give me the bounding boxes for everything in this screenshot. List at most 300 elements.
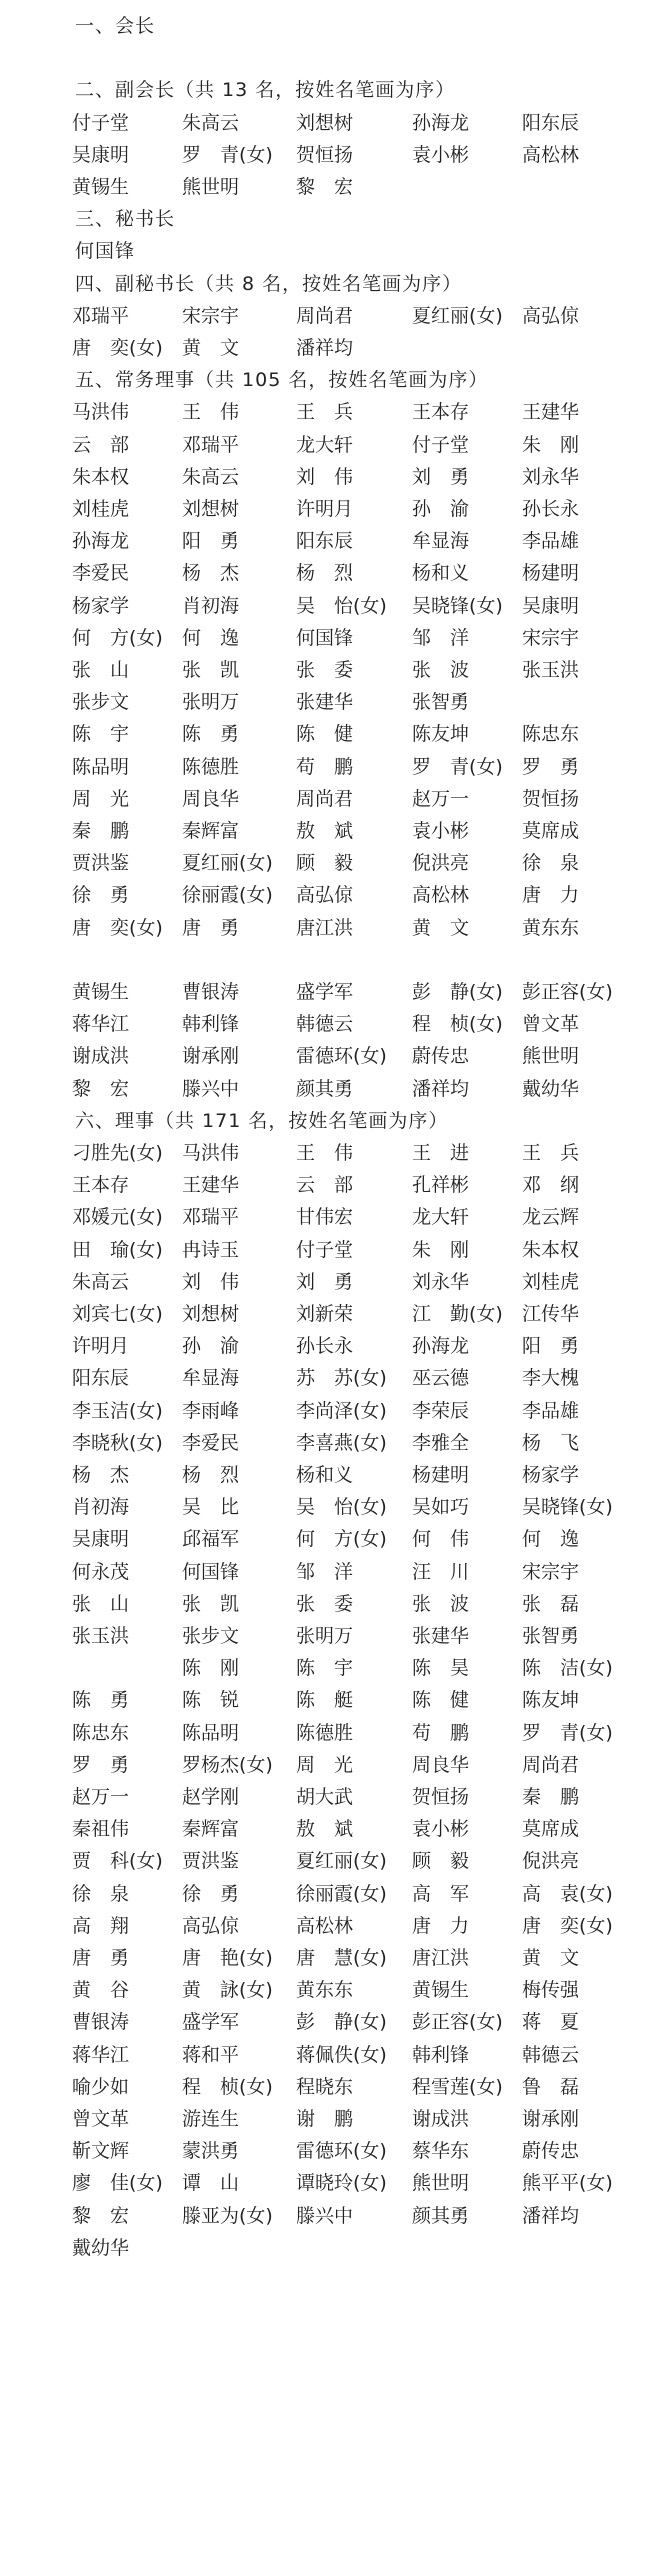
- member-name: 黄锡生: [72, 176, 130, 198]
- member-name: 曾文革: [522, 1013, 580, 1035]
- name-row: [0, 1523, 666, 1555]
- member-name: 谢 鹏: [296, 2108, 354, 2130]
- member-name: 黄东东: [522, 917, 580, 939]
- name-row: [0, 1652, 666, 1684]
- member-name: 刘 伟: [182, 1271, 240, 1293]
- member-name: 韩利锋: [182, 1013, 240, 1035]
- member-name: 张步文: [72, 691, 130, 713]
- member-name: 李大槐: [522, 1367, 580, 1389]
- name-row: [0, 1813, 666, 1845]
- member-name: 刁胜先(女): [72, 1142, 163, 1164]
- name-row: [0, 139, 666, 171]
- member-name: 鲁 磊: [522, 2076, 580, 2098]
- member-name: 杨 飞: [522, 1432, 580, 1454]
- member-name: 黄 谷: [72, 1979, 130, 2001]
- member-name: 陈 健: [412, 1689, 470, 1711]
- name-row: [0, 1556, 666, 1588]
- member-name: 江 勤(女): [412, 1303, 503, 1325]
- member-name: 杨 烈: [296, 562, 354, 584]
- name-row: [0, 1201, 666, 1233]
- member-name: 马洪伟: [72, 401, 130, 423]
- member-name: 牟显海: [182, 1367, 240, 1389]
- member-name: 张明万: [296, 1625, 354, 1647]
- member-name: 唐 奕(女): [522, 1915, 613, 1937]
- name-row: [0, 1459, 666, 1491]
- member-name: 谢承刚: [182, 1045, 240, 1067]
- member-name: 邓瑞平: [72, 305, 130, 327]
- member-name: 马洪伟: [182, 1142, 240, 1164]
- member-name: 张 波: [412, 1593, 470, 1615]
- member-name: 蔚传忠: [412, 1045, 470, 1067]
- member-name: 黄东东: [296, 1979, 354, 2001]
- member-name: 宋宗宇: [182, 305, 240, 327]
- member-name: 杨家学: [72, 595, 130, 617]
- member-name: 陈友坤: [412, 723, 470, 745]
- member-name: 韩德云: [296, 1013, 354, 1035]
- member-name: 高松林: [412, 884, 470, 906]
- member-name: 苟 鹏: [296, 756, 354, 778]
- member-name: 阳 勇: [182, 530, 240, 552]
- member-name: 何 逸: [522, 1528, 580, 1550]
- member-name: 滕兴中: [182, 1078, 240, 1100]
- member-name: 巫云德: [412, 1367, 470, 1389]
- member-name: 张步文: [182, 1625, 240, 1647]
- member-name: 夏红丽(女): [296, 1850, 387, 1872]
- member-name: 孙 渝: [182, 1335, 240, 1357]
- member-name: 潘祥均: [296, 337, 354, 359]
- name-row: [0, 1234, 666, 1266]
- member-name: 朱 刚: [522, 434, 580, 456]
- member-name: 何 方(女): [72, 627, 163, 649]
- member-name: 谢承刚: [522, 2108, 580, 2130]
- member-name: 唐 勇: [182, 917, 240, 939]
- member-name: 秦辉富: [182, 1818, 240, 1840]
- member-name: 曹银涛: [72, 2011, 130, 2033]
- member-name: 韩利锋: [412, 2044, 470, 2066]
- member-name: 徐 勇: [72, 884, 130, 906]
- member-name: 李晓秋(女): [72, 1432, 163, 1454]
- member-name: 张 山: [72, 659, 130, 681]
- member-name: 何 逸: [182, 627, 240, 649]
- member-name: 吴康明: [72, 144, 130, 166]
- member-name: 倪洪亮: [522, 1850, 580, 1872]
- member-name: 张玉洪: [522, 659, 580, 681]
- member-name: 陈 宇: [72, 723, 130, 745]
- name-row: [0, 1684, 666, 1716]
- member-name: 李雨峰: [182, 1400, 240, 1422]
- section-heading: 四、副秘书长（共 8 名，按姓名笔画为序）: [75, 273, 463, 295]
- section-heading: 何国锋: [75, 240, 136, 262]
- member-name: 戴幼华: [72, 2237, 130, 2259]
- name-row: [0, 912, 666, 944]
- member-name: 龙大轩: [412, 1206, 470, 1228]
- name-row: [0, 1910, 666, 1942]
- member-name: 罗 青(女): [182, 144, 273, 166]
- member-name: 王本存: [72, 1174, 130, 1196]
- member-name: 张建华: [296, 691, 354, 713]
- member-name: 彭正容(女): [412, 2011, 503, 2033]
- member-name: 张明万: [182, 691, 240, 713]
- member-name: 张智勇: [412, 691, 470, 713]
- member-name: 贺恒扬: [412, 1786, 470, 1808]
- member-name: 黄 詠(女): [182, 1979, 273, 2001]
- member-name: 付子堂: [296, 1239, 354, 1261]
- member-name: 谭晓玲(女): [296, 2172, 387, 2194]
- member-name: 付子堂: [412, 434, 470, 456]
- member-name: 蒋华江: [72, 1013, 130, 1035]
- member-name: 唐 力: [522, 884, 580, 906]
- member-name: 唐 勇: [72, 1947, 130, 1969]
- member-name: 敖 斌: [296, 820, 354, 842]
- member-name: 贺恒扬: [296, 144, 354, 166]
- name-row: [0, 1330, 666, 1362]
- member-name: 雷德环(女): [296, 1045, 387, 1067]
- member-name: 朱高云: [182, 112, 240, 134]
- member-name: 邓媛元(女): [72, 1206, 163, 1228]
- member-name: 张 凯: [182, 1593, 240, 1615]
- member-name: 秦 鹏: [522, 1786, 580, 1808]
- member-name: 张玉洪: [72, 1625, 130, 1647]
- member-name: 何 方(女): [296, 1528, 387, 1550]
- member-name: 杨和义: [296, 1464, 354, 1486]
- member-name: 罗杨杰(女): [182, 1754, 273, 1776]
- member-name: 张 山: [72, 1593, 130, 1615]
- name-row: [0, 1395, 666, 1427]
- member-name: 刘永华: [522, 466, 580, 488]
- member-name: 徐丽霞(女): [182, 884, 273, 906]
- member-name: 张 凯: [182, 659, 240, 681]
- name-row: [0, 1169, 666, 1201]
- member-name: 杨建明: [412, 1464, 470, 1486]
- member-name: 陈品明: [72, 756, 130, 778]
- member-name: 唐 奕(女): [72, 917, 163, 939]
- member-name: 徐 泉: [72, 1883, 130, 1905]
- member-name: 刘想树: [182, 498, 240, 520]
- member-name: 陈德胜: [296, 1722, 354, 1744]
- member-name: 袁小彬: [412, 144, 470, 166]
- member-name: 黄 文: [412, 917, 470, 939]
- member-name: 田 瑜(女): [72, 1239, 163, 1261]
- member-name: 杨和义: [412, 562, 470, 584]
- member-name: 罗 青(女): [522, 1722, 613, 1744]
- member-name: 程雪莲(女): [412, 2076, 503, 2098]
- member-name: 唐 力: [412, 1915, 470, 1937]
- member-name: 江传华: [522, 1303, 580, 1325]
- member-name: 朱本权: [522, 1239, 580, 1261]
- member-name: 王 伟: [296, 1142, 354, 1164]
- member-name: 高 军: [412, 1883, 470, 1905]
- member-name: 颜其勇: [296, 1078, 354, 1100]
- member-name: 阳东辰: [72, 1367, 130, 1389]
- member-name: 唐 奕(女): [72, 337, 163, 359]
- member-name: 孙 渝: [412, 498, 470, 520]
- member-name: 周 光: [72, 788, 130, 810]
- member-name: 徐丽霞(女): [296, 1883, 387, 1905]
- name-row: [0, 2135, 666, 2167]
- member-name: 孙海龙: [412, 112, 470, 134]
- member-name: 王建华: [522, 401, 580, 423]
- member-name: 刘 勇: [412, 466, 470, 488]
- member-name: 李品雄: [522, 1400, 580, 1422]
- member-name: 秦祖伟: [72, 1818, 130, 1840]
- section-heading: 五、常务理事（共 105 名，按姓名笔画为序）: [75, 369, 489, 391]
- member-name: 盛学军: [182, 2011, 240, 2033]
- member-name: 何国锋: [182, 1561, 240, 1583]
- member-name: 孙长永: [296, 1335, 354, 1357]
- name-row: [0, 1491, 666, 1523]
- member-name: 雷德环(女): [296, 2140, 387, 2162]
- member-name: 靳文辉: [72, 2140, 130, 2162]
- member-name: 彭 静(女): [296, 2011, 387, 2033]
- member-name: 何永茂: [72, 1561, 130, 1583]
- member-name: 周尚君: [296, 305, 354, 327]
- member-name: 刘想树: [296, 112, 354, 134]
- member-name: 秦 鹏: [72, 820, 130, 842]
- member-name: 苟 鹏: [412, 1722, 470, 1744]
- member-name: 吴康明: [72, 1528, 130, 1550]
- member-name: 吴晓锋(女): [412, 595, 503, 617]
- member-name: 顾 毅: [296, 852, 354, 874]
- member-name: 夏红丽(女): [182, 852, 273, 874]
- member-name: 谢成洪: [72, 1045, 130, 1067]
- member-name: 蔚传忠: [522, 2140, 580, 2162]
- member-name: 许明月: [72, 1335, 130, 1357]
- member-name: 吴 比: [182, 1496, 240, 1518]
- member-name: 吴晓锋(女): [522, 1496, 613, 1518]
- member-name: 蒋 夏: [522, 2011, 580, 2033]
- member-name: 冉诗玉: [182, 1239, 240, 1261]
- member-name: 龙大轩: [296, 434, 354, 456]
- member-name: 唐江洪: [296, 917, 354, 939]
- member-name: 孙长永: [522, 498, 580, 520]
- name-row: [0, 976, 666, 1008]
- member-name: 李玉洁(女): [72, 1400, 163, 1422]
- member-name: 阳东辰: [522, 112, 580, 134]
- member-name: 邓瑞平: [182, 434, 240, 456]
- member-name: 刘宾七(女): [72, 1303, 163, 1325]
- member-name: 杨 杰: [72, 1464, 130, 1486]
- member-name: 程 桢(女): [412, 1013, 503, 1035]
- member-name: 杨建明: [522, 562, 580, 584]
- member-name: 云 部: [296, 1174, 354, 1196]
- member-name: 戴幼华: [522, 1078, 580, 1100]
- member-name: 滕亚为(女): [182, 2205, 273, 2227]
- member-name: 刘想树: [182, 1303, 240, 1325]
- member-name: 张智勇: [522, 1625, 580, 1647]
- member-name: 高弘倞: [522, 305, 580, 327]
- member-name: 蒙洪勇: [182, 2140, 240, 2162]
- member-name: 孔祥彬: [412, 1174, 470, 1196]
- name-row: [0, 1008, 666, 1040]
- member-name: 宋宗宇: [522, 627, 580, 649]
- member-name: 莫席成: [522, 1818, 580, 1840]
- member-name: 黄 文: [522, 1947, 580, 1969]
- member-name: 顾 毅: [412, 1850, 470, 1872]
- member-name: 周尚君: [296, 788, 354, 810]
- member-name: 陈 锐: [182, 1689, 240, 1711]
- member-name: 李品雄: [522, 530, 580, 552]
- name-row: [0, 332, 666, 364]
- member-name: 徐 泉: [522, 852, 580, 874]
- name-row: [0, 1298, 666, 1330]
- member-name: 熊世明: [412, 2172, 470, 2194]
- member-name: 梅传强: [522, 1979, 580, 2001]
- member-name: 廖 佳(女): [72, 2172, 163, 2194]
- member-name: 黎 宏: [72, 2205, 130, 2227]
- name-row: [0, 590, 666, 622]
- member-name: 唐 艳(女): [182, 1947, 273, 1969]
- name-row: [0, 2232, 666, 2264]
- member-name: 蒋华江: [72, 2044, 130, 2066]
- name-row: [0, 1620, 666, 1652]
- member-name: 朱 刚: [412, 1239, 470, 1261]
- member-name: 宋宗宇: [522, 1561, 580, 1583]
- member-name: 李荣辰: [412, 1400, 470, 1422]
- member-name: 彭正容(女): [522, 981, 613, 1003]
- member-name: 夏红丽(女): [412, 305, 503, 327]
- name-row: [0, 300, 666, 332]
- member-name: 刘新荣: [296, 1303, 354, 1325]
- member-name: 孙海龙: [72, 530, 130, 552]
- name-row: [0, 718, 666, 750]
- name-row: [0, 396, 666, 428]
- name-row: [0, 1588, 666, 1620]
- member-name: 黎 宏: [296, 176, 354, 198]
- member-name: 刘桂虎: [72, 498, 130, 520]
- member-name: 汪 川: [412, 1561, 470, 1583]
- member-name: 程晓东: [296, 2076, 354, 2098]
- member-name: 李喜燕(女): [296, 1432, 387, 1454]
- member-name: 彭 静(女): [412, 981, 503, 1003]
- member-name: 游连生: [182, 2108, 240, 2130]
- member-name: 王 伟: [182, 401, 240, 423]
- member-name: 邓瑞平: [182, 1206, 240, 1228]
- member-name: 高弘倞: [296, 884, 354, 906]
- member-name: 何 伟: [412, 1528, 470, 1550]
- member-name: 肖初海: [72, 1496, 130, 1518]
- name-row: [0, 1845, 666, 1877]
- member-name: 蔡华东: [412, 2140, 470, 2162]
- name-row: [0, 1362, 666, 1394]
- member-name: 陈 艇: [296, 1689, 354, 1711]
- member-name: 陈 昊: [412, 1657, 470, 1679]
- member-name: 高 翔: [72, 1915, 130, 1937]
- section-heading: 一、会长: [75, 15, 156, 37]
- member-name: 杨家学: [522, 1464, 580, 1486]
- name-row: [0, 2006, 666, 2038]
- name-row: [0, 2167, 666, 2199]
- member-name: 阳东辰: [296, 530, 354, 552]
- name-row: [0, 1878, 666, 1910]
- member-name: 邹 洋: [296, 1561, 354, 1583]
- member-name: 蒋佩佚(女): [296, 2044, 387, 2066]
- member-name: 陈忠东: [522, 723, 580, 745]
- member-name: 刘永华: [412, 1271, 470, 1293]
- member-name: 倪洪亮: [412, 852, 470, 874]
- member-name: 刘 勇: [296, 1271, 354, 1293]
- member-name: 陈 勇: [182, 723, 240, 745]
- member-name: 邱福军: [182, 1528, 240, 1550]
- member-name: 王本存: [412, 401, 470, 423]
- name-row: [0, 1266, 666, 1298]
- member-name: 朱高云: [182, 466, 240, 488]
- member-name: 贺恒扬: [522, 788, 580, 810]
- member-name: 谢成洪: [412, 2108, 470, 2130]
- member-name: 罗 青(女): [412, 756, 503, 778]
- member-name: 杨 烈: [182, 1464, 240, 1486]
- member-name: 陈忠东: [72, 1722, 130, 1744]
- member-name: 王 进: [412, 1142, 470, 1164]
- name-row: [0, 783, 666, 815]
- member-name: 程 桢(女): [182, 2076, 273, 2098]
- member-name: 周 光: [296, 1754, 354, 1776]
- member-name: 何国锋: [296, 627, 354, 649]
- member-name: 朱本权: [72, 466, 130, 488]
- member-name: 陈 刚: [182, 1657, 240, 1679]
- member-name: 王 兵: [296, 401, 354, 423]
- name-row: [0, 107, 666, 139]
- member-name: 潘祥均: [412, 1078, 470, 1100]
- member-name: 苏 苏(女): [296, 1367, 387, 1389]
- name-row: [0, 751, 666, 783]
- member-name: 许明月: [296, 498, 354, 520]
- member-name: 胡大武: [296, 1786, 354, 1808]
- name-row: [0, 1717, 666, 1749]
- name-row: [0, 622, 666, 654]
- member-name: 赵学刚: [182, 1786, 240, 1808]
- member-name: 袁小彬: [412, 1818, 470, 1840]
- member-name: 付子堂: [72, 112, 130, 134]
- name-row: [0, 2200, 666, 2232]
- member-name: 李雅全: [412, 1432, 470, 1454]
- member-name: 张 波: [412, 659, 470, 681]
- name-row: [0, 686, 666, 718]
- section-heading: 六、理事（共 171 名，按姓名笔画为序）: [75, 1110, 449, 1132]
- member-name: 陈品明: [182, 1722, 240, 1744]
- member-name: 吴康明: [522, 595, 580, 617]
- member-name: 高松林: [522, 144, 580, 166]
- name-row: [0, 557, 666, 589]
- name-row: [0, 879, 666, 911]
- member-name: 陈 健: [296, 723, 354, 745]
- section-heading: 二、副会长（共 13 名，按姓名笔画为序）: [75, 79, 456, 101]
- member-name: 甘伟宏: [296, 1206, 354, 1228]
- member-name: 贾洪鉴: [182, 1850, 240, 1872]
- member-name: 黄锡生: [412, 1979, 470, 2001]
- member-name: 高弘倞: [182, 1915, 240, 1937]
- name-row: [0, 429, 666, 461]
- member-name: 贾 科(女): [72, 1850, 163, 1872]
- member-name: 袁小彬: [412, 820, 470, 842]
- member-name: 熊世明: [522, 1045, 580, 1067]
- member-name: 陈 勇: [72, 1689, 130, 1711]
- member-name: 喻少如: [72, 2076, 130, 2098]
- name-row: [0, 2071, 666, 2103]
- member-name: 黄锡生: [72, 981, 130, 1003]
- name-row: [0, 815, 666, 847]
- member-name: 周良华: [182, 788, 240, 810]
- member-name: 肖初海: [182, 595, 240, 617]
- member-name: 孙海龙: [412, 1335, 470, 1357]
- member-name: 韩德云: [522, 2044, 580, 2066]
- name-row: [0, 461, 666, 493]
- member-name: 潘祥均: [522, 2205, 580, 2227]
- member-name: 黎 宏: [72, 1078, 130, 1100]
- member-name: 徐 勇: [182, 1883, 240, 1905]
- name-row: [0, 1781, 666, 1813]
- member-name: 张 委: [296, 1593, 354, 1615]
- member-name: 赵万一: [412, 788, 470, 810]
